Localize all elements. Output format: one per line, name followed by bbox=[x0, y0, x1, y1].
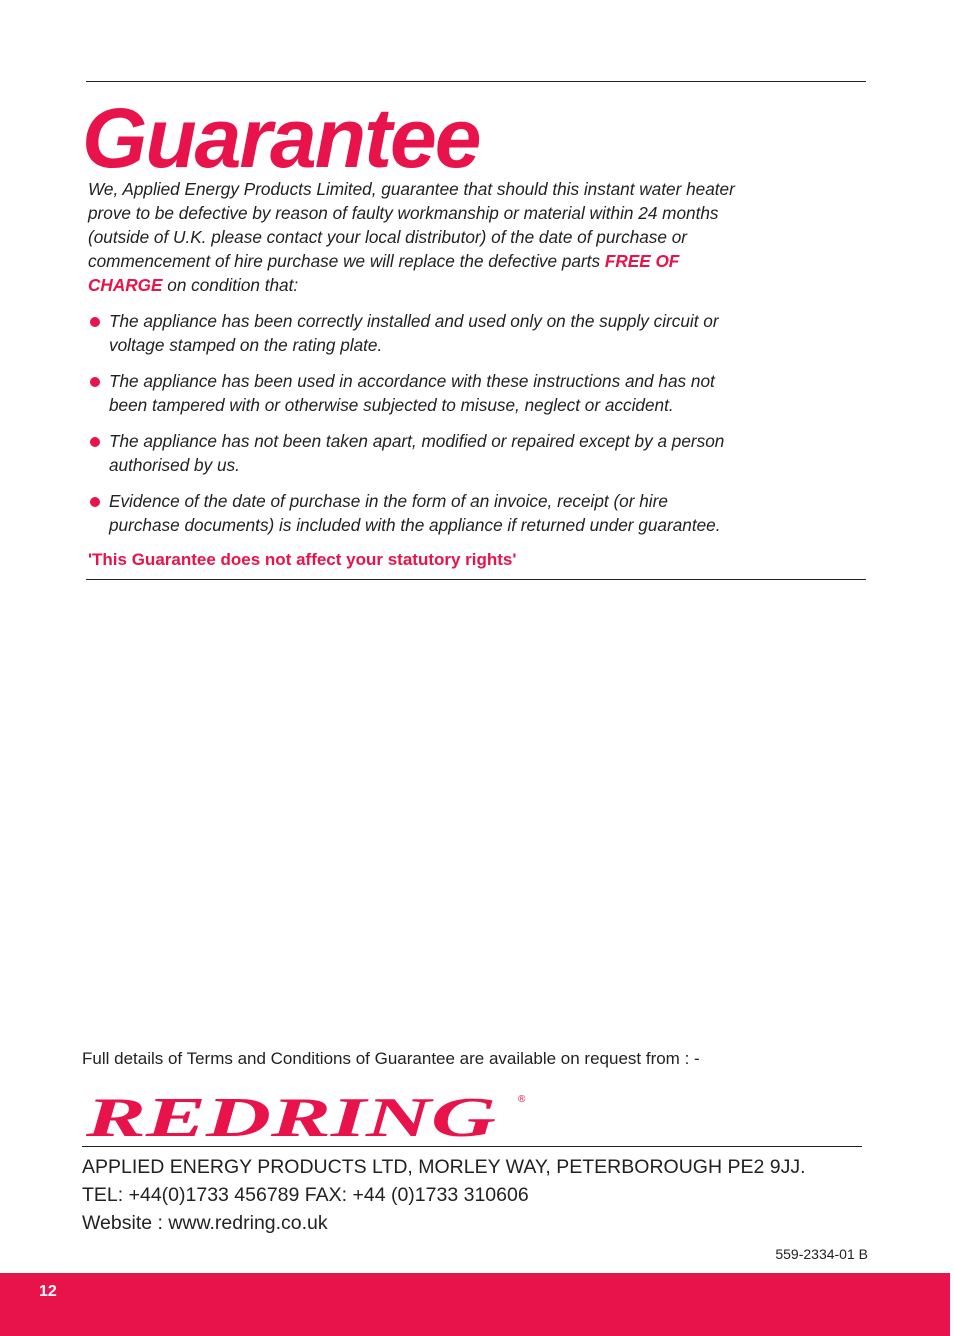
page-title: Guarantee bbox=[82, 91, 480, 185]
free-of-charge-emphasis: FREE OF CHARGE bbox=[88, 251, 680, 295]
footer-bar bbox=[0, 1273, 950, 1336]
condition-item: The appliance has been used in accordance with these instructions and has not been tampered with or otherwise subjected to misuse, neglect or accident. bbox=[88, 369, 738, 417]
company-address: APPLIED ENERGY PRODUCTS LTD, MORLEY WAY, PETERBOROUGH PE2 9JJ. bbox=[82, 1156, 806, 1178]
full-details-text: Full details of Terms and Conditions of Guarantee are available on request from : - bbox=[82, 1049, 700, 1068]
document-reference: 559-2334-01 B bbox=[775, 1246, 868, 1262]
condition-item: Evidence of the date of purchase in the form of an invoice, receipt (or hire purchase documents) is included with the appliance if returned under guarantee. bbox=[88, 489, 738, 537]
logo-divider bbox=[82, 1146, 862, 1147]
bullet-icon bbox=[90, 497, 100, 507]
intro-end-text: on condition that: bbox=[162, 275, 299, 295]
condition-item: The appliance has been correctly installed and used only on the supply circuit or voltage stamped on the rating plate. bbox=[88, 309, 738, 357]
page-number: 12 bbox=[39, 1283, 57, 1300]
logo-wordmark: REDRING bbox=[84, 1088, 496, 1140]
company-website[interactable]: Website : www.redring.co.uk bbox=[82, 1212, 328, 1234]
condition-item: The appliance has not been taken apart, modified or repaired except by a person authorised by us. bbox=[88, 429, 738, 477]
bullet-icon bbox=[90, 317, 100, 327]
intro-text: We, Applied Energy Products Limited, guarantee that should this instant water heater prove to be defective by reason of faulty workmanship or material within 24 months (outside of U.K. please contact your local distributor) of the date of purchase or commencement of hire purchase we will replace the defective parts bbox=[88, 179, 735, 271]
top-divider bbox=[86, 81, 866, 82]
conditions-list bbox=[88, 309, 738, 549]
redring-logo bbox=[82, 1088, 528, 1140]
company-address-block bbox=[82, 1153, 805, 1237]
statutory-rights-note: 'This Guarantee does not affect your statutory rights' bbox=[88, 550, 517, 569]
bullet-icon bbox=[90, 377, 100, 387]
section-divider bbox=[86, 579, 866, 580]
intro-paragraph bbox=[88, 177, 758, 297]
company-contact: TEL: +44(0)1733 456789 FAX: +44 (0)1733 310606 bbox=[82, 1184, 529, 1206]
registered-mark: ® bbox=[518, 1094, 526, 1105]
bullet-icon bbox=[90, 437, 100, 447]
